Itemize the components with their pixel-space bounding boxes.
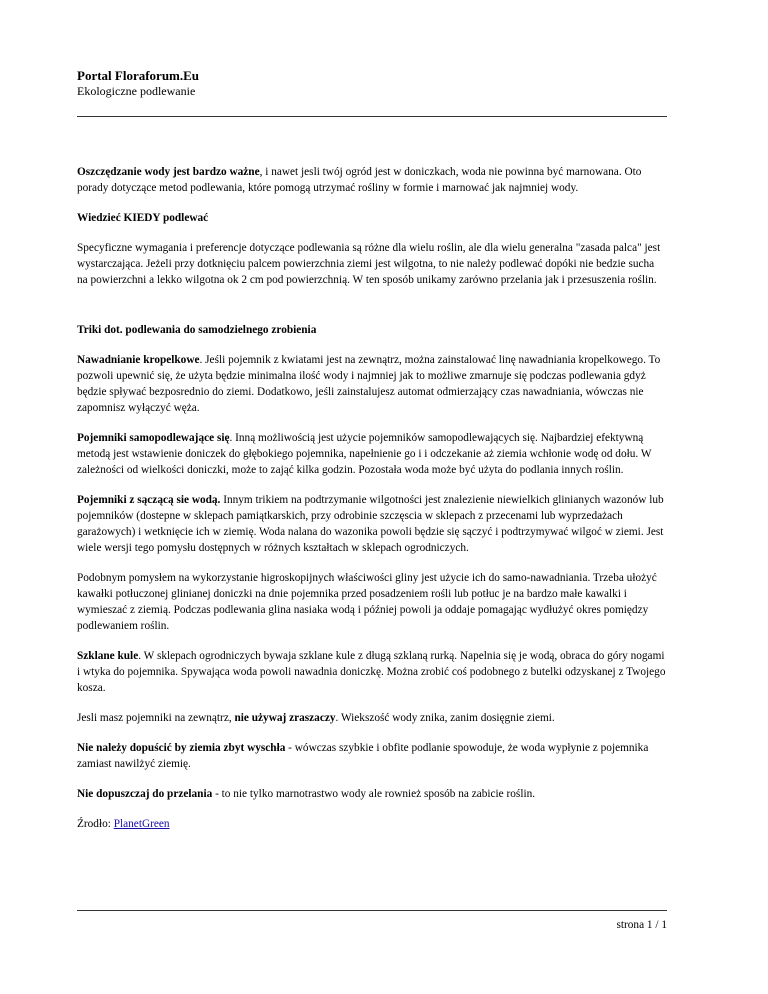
drip-paragraph: Nawadnianie kropelkowe. Jeśli pojemnik z kwiatami jest na zewnątrz, można zainstalować linę nawadniania kropelkowego. To pozwoli upewnić się, że użyta będzie minimalna ilość wody i najmniej jak to możliwe zmarnuje się podczas podlewania gdyż będzie spływać bezposrednio do ziemi. Dodatkowo, jeśli zainstalujesz automat odmierzający czas nawadniania, wówczas nie zapomnisz wyłączyć węża.	[77, 354, 661, 414]
selfwater-paragraph: Pojemniki samopodlewające się. Inną możliwością jest użycie pojemników samopodlewających się. Najbardziej efektywną metodą jest wstawienie doniczek do głębokiego pojemnika, napełnienie go i i odczekanie aż ziemia wchłonie wodę od dołu. W zależności od wielkości doniczki, może to zająć kilka godzin. Pozostała woda może być użyta do podlania innych roślin.	[77, 432, 652, 476]
sprinkler-paragraph: Jesli masz pojemniki na zewnątrz, nie używaj zraszaczy. Wiekszość wody znika, zanim dosięgnie ziemi.	[77, 712, 555, 724]
clay-paragraph: Podobnym pomysłem na wykorzystanie higroskopijnych właściwości gliny jest użycie ich do samo-nawadniania. Trzeba ułożyć kawałki potłuczonej glinianej doniczki na dnie pojemnika przed posadzeniem rośli lub potłuc je na bardzo małe kawalki i wymieszać z ziemią. Podczas podlewania glina nasiaka wodą i później powoli ja oddaje pomagając wydłużyć okres pomiędzy podlewaniem roślin.	[77, 572, 657, 632]
article-body	[77, 164, 667, 846]
seeping-bold: Pojemniki z sączącą sie wodą.	[77, 494, 221, 506]
when-heading: Wiedzieć KIEDY podlewać	[77, 212, 209, 224]
sprinkler-bold: nie używaj zraszaczy	[234, 712, 336, 724]
intro-bold: Oszczędzanie wody jest bardzo ważne	[77, 166, 260, 178]
site-title: Portal Floraforum.Eu	[77, 68, 200, 83]
glass-bold: Szklane kule	[77, 650, 139, 662]
source-label: Źrodło:	[77, 818, 114, 830]
source-paragraph	[77, 816, 667, 832]
dry-bold: Nie należy dopuścić by ziemia zbyt wyschła	[77, 742, 286, 754]
page-header	[77, 68, 199, 99]
source-link[interactable]: PlanetGreen	[113, 818, 170, 830]
overwater-paragraph: Nie dopuszczaj do przelania - to nie tylko marnotrastwo wody ale rownież sposób na zabicie roślin.	[77, 788, 536, 800]
dry-paragraph: Nie należy dopuścić by ziemia zbyt wyschła - wówczas szybkie i obfite podlanie spowoduje, że woda wypłynie z pojemnika zamiast nawilżyć ziemię.	[77, 742, 649, 770]
glass-paragraph: Szklane kule. W sklepach ogrodniczych bywaja szklane kule z długą szklaną rurką. Napelnia się je wodą, obraca do góry nogami i wtyka do pojemnika. Spywająca woda powoli nawadnia doniczkę. Można zrobić coś podobnego z butelki odzyskanej z Twojego kosza.	[77, 650, 666, 694]
intro-text: , i nawet jesli twój ogród jest w doniczkach, woda nie powinna być marnowana. Oto porady dotyczące metod podlewania, które pomogą utrzymać rośliny w formie i marnować jak najmniej wody.	[77, 166, 642, 194]
drip-bold: Nawadnianie kropelkowe	[77, 354, 200, 366]
footer-divider	[77, 910, 667, 911]
header-divider	[77, 116, 667, 117]
intro-paragraph	[77, 164, 667, 196]
seeping-paragraph: Pojemniki z sączącą sie wodą. Innym trikiem na podtrzymanie wilgotności jest znalezienie niewielkich glinianych wazonów lub pojemników (dostepne w sklepach pamiątkarskich, przy odrobinie szczęscia w sklepach z przecenami lub wyprzedażach garażowych) i wetknięcie ich w ziemię. Woda nalana do wazonika powoli będzie się sączyć i podtrzymywać wilgoć w ziemi. Jest wiele wersji tego pomysłu dostępnych w różnych kształtach w sklepach ogrodniczych.	[77, 494, 664, 554]
article-subtitle: Ekologiczne podlewanie	[77, 84, 196, 98]
overwater-bold: Nie dopuszczaj do przelania	[77, 788, 213, 800]
selfwater-bold: Pojemniki samopodlewające się	[77, 432, 230, 444]
when-paragraph: Specyficzne wymagania i preferencje dotyczące podlewania są różne dla wielu roślin, ale dla wielu generalna "zasada palca" jest wystarczająca. Jeżeli przy dotknięciu palcem powierzchnia ziemi jest wilgotna, to nie należy podlewać dopóki nie bedzie sucha na powierzchni a lekko wilgotna ok 2 cm pod powierzchnią. W ten sposób unikamy zarówno przelania jak i przesuszenia roślin.	[77, 242, 661, 286]
page-number: strona 1 / 1	[616, 919, 667, 931]
tricks-heading: Triki dot. podlewania do samodzielnego zrobienia	[77, 324, 317, 336]
